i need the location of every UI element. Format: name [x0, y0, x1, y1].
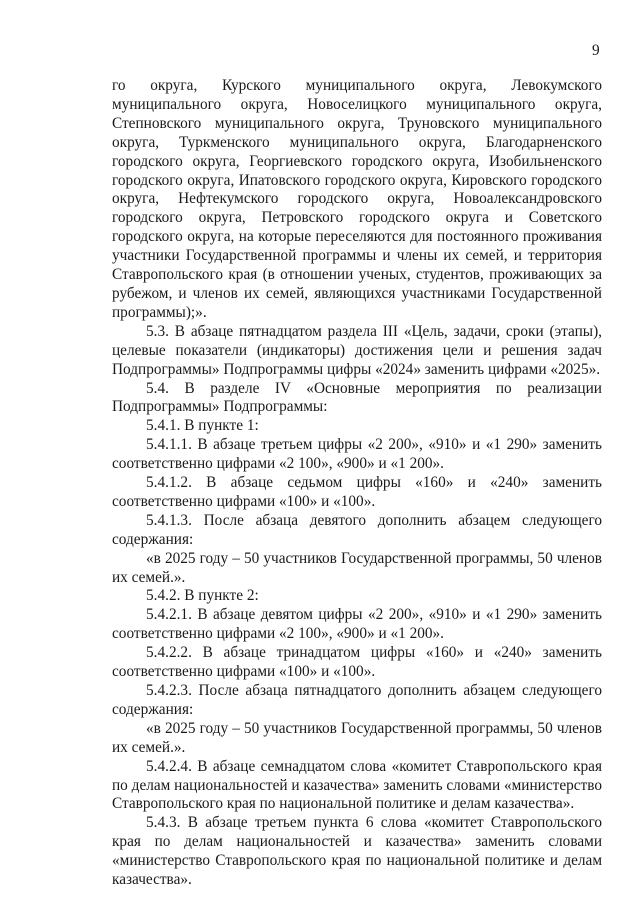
paragraph-5-4-1-3: 5.4.1.3. После абзаца девятого дополнить абзацем следующего содержания: — [112, 511, 602, 548]
paragraph-5-3: 5.3. В абзаце пятнадцатом раздела III «Цель, задачи, сроки (этапы), целевые показатели (индикаторы) достижения цели и решения задач Подпрограммы» Подпрограммы цифры «2024» заменить цифрами «2025». — [112, 322, 602, 378]
paragraph-5-4: 5.4. В разделе IV «Основные мероприятия по реализации Подпрограммы» Подпрограммы: — [112, 379, 602, 416]
document-body — [112, 77, 602, 890]
paragraph-5-4-2-2: 5.4.2.2. В абзаце тринадцатом цифры «160» и «240» заменить соответственно цифрами «100» и «100». — [112, 644, 602, 681]
paragraph-5-4-2-4: 5.4.2.4. В абзаце семнадцатом слова «комитет Ставропольского края по делам национальностей и казачества» заменить словами «министерство Ставропольского края по национальной политике и делам казачества». — [112, 757, 602, 813]
paragraph-quote-1: «в 2025 году – 50 участников Государственной программы, 50 членов их семей.». — [112, 549, 602, 586]
paragraph-5-4-1-2: 5.4.1.2. В абзаце седьмом цифры «160» и «240» заменить соответственно цифрами «100» и «100». — [112, 474, 602, 510]
page-number: 9 — [592, 42, 600, 59]
paragraph-5-4-3: 5.4.3. В абзаце третьем пункта 6 слова «комитет Ставропольского края по делам национальностей и казачества» заменить словами «министерство Ставропольского края по национальной политике и делам казачества». — [112, 814, 602, 889]
paragraph-5-4-2: 5.4.2. В пункте 2: — [146, 587, 259, 605]
paragraph-5-4-1-1: 5.4.1.1. В абзаце третьем цифры «2 200», «910» и «1 290» заменить соответственно цифрами «2 100», «900» и «1 200». — [112, 436, 602, 473]
paragraph-5-4-2-1: 5.4.2.1. В абзаце девятом цифры «2 200», «910» и «1 290» заменить соответственно цифрами «2 100», «900» и «1 200». — [112, 606, 602, 643]
paragraph-5-4-2-3: 5.4.2.3. После абзаца пятнадцатого дополнить абзацем следующего содержания: — [112, 682, 602, 718]
paragraph-continuation: го округа, Курского муниципального округа, Левокумского муниципального округа, Новоселицкого муниципального округа, Степновского муниципального округа, Труновского муниципального округа, Туркменского муниципального округа, Благодарненского городского округа, Георгиевского городского округа, Изобильненского городского округа, Ипатовского городского округа, Кировского городского округа, Нефтекумского городского округа, Новоалександровского городского округа, Петровского городского округа и Советского городского округа, на которые переселяются для постоянного проживания участники Государственной программы и члены их семей, и территория Ставропольского края (в отношении ученых, студентов, проживающих за рубежом, и членов их семей, являющихся участниками Государственной программы);». — [112, 77, 602, 321]
paragraph-quote-2: «в 2025 году – 50 участников Государственной программы, 50 членов их семей.». — [112, 719, 602, 756]
paragraph-5-4-1: 5.4.1. В пункте 1: — [146, 417, 259, 435]
